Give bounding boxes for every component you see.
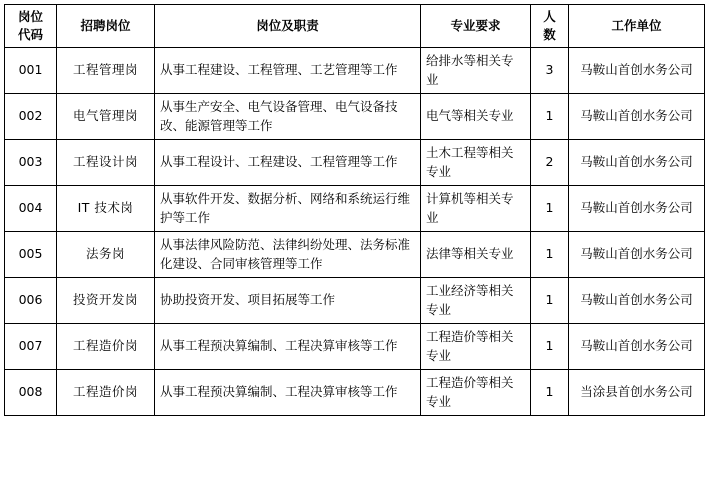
- cell-duty: 从事软件开发、数据分析、网络和系统运行维护等工作: [155, 186, 421, 232]
- cell-duty: 协助投资开发、项目拓展等工作: [155, 278, 421, 324]
- cell-number: 2: [531, 140, 569, 186]
- cell-number: 1: [531, 94, 569, 140]
- cell-code: 001: [5, 48, 57, 94]
- cell-unit: 马鞍山首创水务公司: [569, 278, 705, 324]
- header-number-line2: 数: [543, 27, 556, 43]
- header-post: 招聘岗位: [57, 5, 155, 48]
- cell-duty: 从事工程预决算编制、工程决算审核等工作: [155, 324, 421, 370]
- cell-major: 工程造价等相关专业: [421, 324, 531, 370]
- cell-major: 计算机等相关专业: [421, 186, 531, 232]
- header-code-line2: 代码: [17, 27, 43, 43]
- cell-unit: 马鞍山首创水务公司: [569, 186, 705, 232]
- cell-post: 工程造价岗: [57, 324, 155, 370]
- cell-post: 电气管理岗: [57, 94, 155, 140]
- cell-post: 工程设计岗: [57, 140, 155, 186]
- cell-code: 007: [5, 324, 57, 370]
- table-row: [5, 48, 705, 94]
- cell-code: 003: [5, 140, 57, 186]
- cell-duty: 从事生产安全、电气设备管理、电气设备技改、能源管理等工作: [155, 94, 421, 140]
- cell-code: 002: [5, 94, 57, 140]
- cell-duty: 从事法律风险防范、法律纠纷处理、法务标准化建设、合同审核管理等工作: [155, 232, 421, 278]
- table-row: [5, 232, 705, 278]
- recruitment-table: [4, 4, 705, 416]
- cell-major: 工业经济等相关专业: [421, 278, 531, 324]
- cell-major: 给排水等相关专业: [421, 48, 531, 94]
- header-unit: 工作单位: [569, 5, 705, 48]
- cell-major: 电气等相关专业: [421, 94, 531, 140]
- cell-number: 1: [531, 232, 569, 278]
- cell-code: 005: [5, 232, 57, 278]
- cell-number: 1: [531, 370, 569, 416]
- header-number: [531, 5, 569, 48]
- cell-unit: 马鞍山首创水务公司: [569, 48, 705, 94]
- cell-duty: 从事工程建设、工程管理、工艺管理等工作: [155, 48, 421, 94]
- cell-unit: 马鞍山首创水务公司: [569, 94, 705, 140]
- cell-duty: 从事工程设计、工程建设、工程管理等工作: [155, 140, 421, 186]
- cell-post: 投资开发岗: [57, 278, 155, 324]
- table-row: [5, 140, 705, 186]
- header-major: 专业要求: [421, 5, 531, 48]
- header-code-line1: 岗位: [17, 9, 43, 24]
- header-duty: 岗位及职责: [155, 5, 421, 48]
- cell-number: 3: [531, 48, 569, 94]
- cell-post: 工程造价岗: [57, 370, 155, 416]
- cell-major: 工程造价等相关专业: [421, 370, 531, 416]
- cell-unit: 马鞍山首创水务公司: [569, 232, 705, 278]
- cell-code: 008: [5, 370, 57, 416]
- table-row: [5, 278, 705, 324]
- cell-code: 004: [5, 186, 57, 232]
- cell-post: 法务岗: [57, 232, 155, 278]
- table-row: [5, 324, 705, 370]
- cell-code: 006: [5, 278, 57, 324]
- table-row: [5, 186, 705, 232]
- cell-unit: 马鞍山首创水务公司: [569, 324, 705, 370]
- header-code: [5, 5, 57, 48]
- table-row: [5, 370, 705, 416]
- cell-unit: 当涂县首创水务公司: [569, 370, 705, 416]
- cell-number: 1: [531, 278, 569, 324]
- header-number-line1: 人: [543, 9, 556, 24]
- cell-unit: 马鞍山首创水务公司: [569, 140, 705, 186]
- cell-duty: 从事工程预决算编制、工程决算审核等工作: [155, 370, 421, 416]
- cell-post: IT 技术岗: [57, 186, 155, 232]
- cell-major: 土木工程等相关专业: [421, 140, 531, 186]
- table-row: [5, 94, 705, 140]
- cell-number: 1: [531, 324, 569, 370]
- cell-post: 工程管理岗: [57, 48, 155, 94]
- cell-number: 1: [531, 186, 569, 232]
- cell-major: 法律等相关专业: [421, 232, 531, 278]
- table-header-row: [5, 5, 705, 48]
